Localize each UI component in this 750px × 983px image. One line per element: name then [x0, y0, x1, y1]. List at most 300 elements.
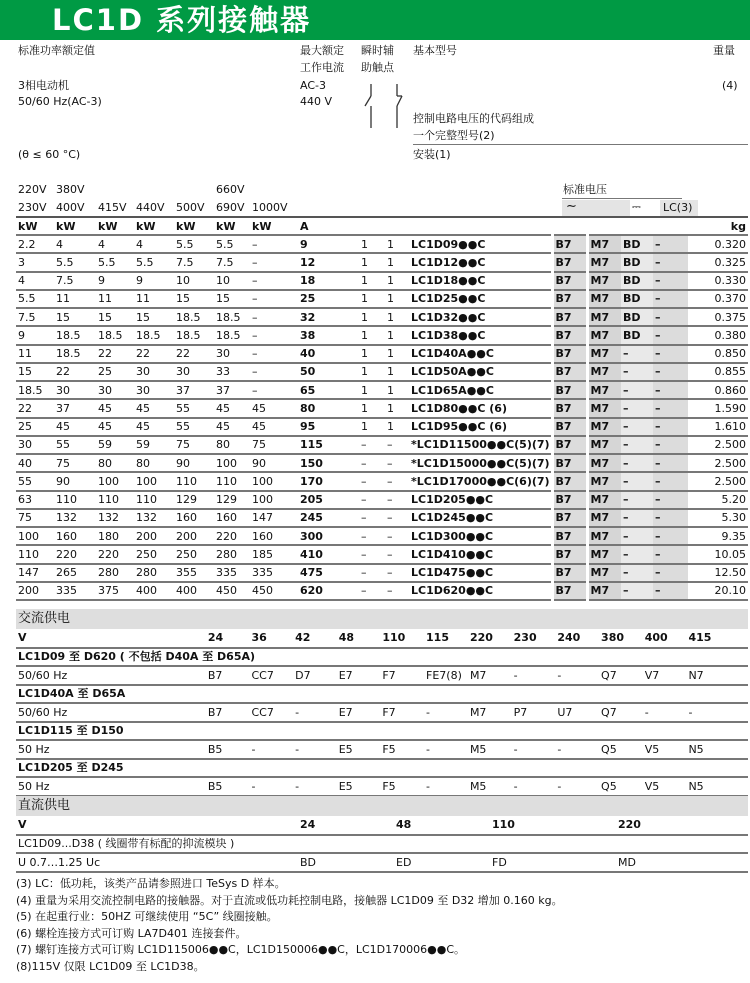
table-cell: 5.5 [174, 235, 214, 253]
table-cell: 38 [298, 326, 359, 344]
coil-code: - [424, 777, 468, 796]
v-220: 220V [18, 183, 47, 196]
dc-code-220: MD [616, 853, 748, 872]
coil-code: - [555, 740, 599, 759]
table-cell: B7 [552, 472, 587, 490]
coil-code: M5 [468, 740, 512, 759]
table-cell: 90 [174, 454, 214, 472]
table-cell: 280 [96, 564, 134, 582]
table-cell: 75 [16, 509, 54, 527]
table-cell: 12.50 [688, 564, 748, 582]
table-cell: 45 [250, 399, 298, 417]
table-cell: – [359, 527, 385, 545]
table-cell: 400 [134, 582, 174, 600]
table-cell: 11 [96, 290, 134, 308]
table-cell: 75 [250, 436, 298, 454]
unit-cell [409, 218, 552, 235]
table-cell: 0.855 [688, 363, 748, 381]
table-cell: 132 [54, 509, 96, 527]
table-cell: B7 [552, 272, 587, 290]
model-number: *LC1D15000●●C(5)(7) [409, 454, 552, 472]
table-cell: 45 [214, 399, 250, 417]
table-cell: 220 [214, 527, 250, 545]
table-cell: M7 [587, 509, 621, 527]
install-label: 安装(1) [413, 148, 451, 161]
ac-coil-table [16, 629, 748, 797]
coil-code: Q5 [599, 740, 643, 759]
model-number: LC1D300●●C [409, 527, 552, 545]
table-cell: 25 [298, 290, 359, 308]
table-cell: 160 [214, 509, 250, 527]
table-cell: 100 [250, 491, 298, 509]
coil-code: - [293, 777, 337, 796]
table-cell: 18.5 [174, 308, 214, 326]
model-number: LC1D50A●●C [409, 363, 552, 381]
table-cell: 30 [174, 363, 214, 381]
table-cell: 37 [174, 381, 214, 399]
table-cell: B7 [552, 363, 587, 381]
rated-power-title: 标准功率额定值 [18, 44, 95, 57]
table-cell: BD [621, 235, 653, 253]
coil-code: B5 [206, 777, 250, 796]
table-cell: M7 [587, 399, 621, 417]
table-cell: 40 [16, 454, 54, 472]
table-cell: – [621, 472, 653, 490]
table-cell: 335 [54, 582, 96, 600]
table-cell: 1 [359, 363, 385, 381]
table-cell: B7 [552, 545, 587, 563]
table-cell: 1 [359, 418, 385, 436]
table-cell: M7 [587, 491, 621, 509]
coil-code: CC7 [249, 703, 293, 722]
table-cell: – [653, 545, 688, 563]
table-cell: 1 [359, 399, 385, 417]
table-cell: 22 [174, 345, 214, 363]
model-number: LC1D25●●C [409, 290, 552, 308]
table-cell: M7 [587, 290, 621, 308]
unit-cell [587, 218, 621, 235]
table-cell: 265 [54, 564, 96, 582]
table-cell: – [621, 363, 653, 381]
ac-freq: 50 Hz [16, 740, 206, 759]
table-cell: 220 [96, 545, 134, 563]
table-cell: M7 [587, 345, 621, 363]
table-cell: 18.5 [214, 308, 250, 326]
table-cell: 55 [54, 436, 96, 454]
note-4: (4) 重量为采用交流控制电路的接触器。对于直流或低功耗控制电路，接触器 LC1D09 至 D32 增加 0.160 kg。 [16, 893, 563, 907]
coil-code: B7 [206, 666, 250, 685]
table-cell: 100 [214, 454, 250, 472]
table-cell: M7 [587, 235, 621, 253]
model-number: LC1D205●●C [409, 491, 552, 509]
table-cell: M7 [587, 308, 621, 326]
table-cell: 2.2 [16, 235, 54, 253]
model-number: LC1D12●●C [409, 253, 552, 271]
table-cell: 33 [214, 363, 250, 381]
dc-v-label: V [16, 816, 298, 835]
table-cell: 18.5 [134, 326, 174, 344]
table-cell: M7 [587, 582, 621, 600]
table-cell: – [250, 235, 298, 253]
table-cell: – [359, 545, 385, 563]
table-cell: 1 [359, 345, 385, 363]
table-cell: M7 [587, 527, 621, 545]
table-cell: B7 [552, 345, 587, 363]
unit-cell: kW [96, 218, 134, 235]
table-cell: 25 [96, 363, 134, 381]
table-cell: 335 [214, 564, 250, 582]
table-cell: B7 [552, 290, 587, 308]
table-cell: 110 [134, 491, 174, 509]
table-cell: 18.5 [96, 326, 134, 344]
coil-code: B7 [206, 703, 250, 722]
dc-symbol-icon: ⎓ [632, 200, 641, 213]
table-cell: B7 [552, 418, 587, 436]
model-number: LC1D65A●●C [409, 381, 552, 399]
table-cell: 375 [96, 582, 134, 600]
table-cell: 0.850 [688, 345, 748, 363]
ac-voltage: 42 [293, 629, 337, 648]
v-415: 415V [98, 201, 127, 214]
table-cell: 45 [250, 418, 298, 436]
table-cell: M7 [587, 326, 621, 344]
table-cell: 5.5 [16, 290, 54, 308]
control-code-line2: 一个完整型号(2) [413, 129, 495, 142]
table-cell: 22 [54, 363, 96, 381]
table-cell: – [653, 582, 688, 600]
ac-code-row [16, 666, 748, 685]
model-number: LC1D32●●C [409, 308, 552, 326]
table-cell: 15 [174, 290, 214, 308]
table-cell: 620 [298, 582, 359, 600]
table-cell: 12 [298, 253, 359, 271]
table-cell: 9.35 [688, 527, 748, 545]
coil-code: - [686, 703, 746, 722]
ac-freq: 50 Hz [16, 777, 206, 796]
ac-symbol-icon: ∼ [566, 199, 577, 214]
table-row [16, 582, 748, 600]
table-cell: – [385, 564, 409, 582]
table-cell: 30 [214, 345, 250, 363]
coil-code: - [424, 703, 468, 722]
unit-cell: A [298, 218, 359, 235]
table-cell: M7 [587, 381, 621, 399]
table-row [16, 509, 748, 527]
table-cell: – [621, 454, 653, 472]
table-cell: 1 [385, 253, 409, 271]
table-cell: BD [621, 308, 653, 326]
control-code-line1: 控制电路电压的代码组成 [413, 112, 534, 125]
table-cell: 80 [214, 436, 250, 454]
table-cell: 18.5 [16, 381, 54, 399]
table-cell: 1.590 [688, 399, 748, 417]
table-cell: – [359, 436, 385, 454]
v-660: 660V [216, 183, 245, 196]
table-cell: – [653, 253, 688, 271]
table-cell: 1 [359, 272, 385, 290]
table-cell: 37 [214, 381, 250, 399]
dc-code-110: FD [490, 853, 616, 872]
table-cell: 1 [385, 326, 409, 344]
table-cell: 50 [298, 363, 359, 381]
table-cell: 18.5 [54, 326, 96, 344]
table-cell: 11 [16, 345, 54, 363]
dc-range: U 0.7…1.25 Uc [16, 853, 298, 872]
table-cell: M7 [587, 436, 621, 454]
table-cell: – [653, 308, 688, 326]
coil-code: F5 [380, 740, 424, 759]
table-row [16, 545, 748, 563]
table-cell: 1 [385, 290, 409, 308]
ac-group-name: LC1D115 至 D150 [16, 722, 748, 741]
table-cell: 59 [96, 436, 134, 454]
table-cell: – [653, 272, 688, 290]
table-cell: 7.5 [54, 272, 96, 290]
table-cell: 45 [54, 418, 96, 436]
table-cell: 5.5 [96, 253, 134, 271]
table-cell: 110 [214, 472, 250, 490]
ac-voltage: 115 [424, 629, 468, 648]
table-cell: 30 [16, 436, 54, 454]
table-cell: 2.500 [688, 436, 748, 454]
unit-cell [621, 218, 653, 235]
table-cell: 180 [96, 527, 134, 545]
coil-code: M7 [468, 666, 512, 685]
model-number: LC1D18●●C [409, 272, 552, 290]
table-cell: 200 [16, 582, 54, 600]
table-cell: 80 [134, 454, 174, 472]
table-cell: 100 [134, 472, 174, 490]
table-cell: 147 [16, 564, 54, 582]
table-cell: B7 [552, 509, 587, 527]
ac3-label: AC-3 [300, 79, 326, 92]
coil-code: - [293, 740, 337, 759]
table-cell: 10 [174, 272, 214, 290]
rating-table [16, 218, 748, 601]
table-cell: 100 [16, 527, 54, 545]
table-cell: 1 [385, 399, 409, 417]
table-cell: 170 [298, 472, 359, 490]
table-cell: BD [621, 290, 653, 308]
table-cell: 1 [359, 381, 385, 399]
table-cell: 160 [174, 509, 214, 527]
table-cell: – [621, 436, 653, 454]
model-number: LC1D245●●C [409, 509, 552, 527]
table-cell: BD [621, 253, 653, 271]
table-cell: 0.860 [688, 381, 748, 399]
ac-voltage: 415 [686, 629, 746, 648]
table-cell: 280 [214, 545, 250, 563]
table-cell: – [653, 326, 688, 344]
table-cell: B7 [552, 454, 587, 472]
table-cell: 22 [134, 345, 174, 363]
table-cell: 0.330 [688, 272, 748, 290]
coil-code: V5 [643, 740, 687, 759]
table-cell: – [250, 308, 298, 326]
table-cell: BD [621, 326, 653, 344]
temp-note: (θ ≤ 60 °C) [18, 148, 81, 161]
model-number: LC1D40A●●C [409, 345, 552, 363]
table-cell: 10.05 [688, 545, 748, 563]
table-cell: 3 [16, 253, 54, 271]
coil-code: M7 [468, 703, 512, 722]
table-cell: M7 [587, 472, 621, 490]
table-cell: – [653, 454, 688, 472]
ac-code-row [16, 740, 748, 759]
max-current-line1: 最大额定 [300, 44, 344, 57]
dc-coil-table [16, 816, 748, 873]
table-cell: 55 [16, 472, 54, 490]
contact-symbol-icon [360, 82, 410, 132]
table-cell: – [385, 509, 409, 527]
table-cell: 45 [96, 399, 134, 417]
table-cell: – [621, 381, 653, 399]
coil-code: P7 [512, 703, 556, 722]
table-cell: 1.610 [688, 418, 748, 436]
table-cell: 300 [298, 527, 359, 545]
ac-voltage: 220 [468, 629, 512, 648]
table-cell: 32 [298, 308, 359, 326]
table-row [16, 381, 748, 399]
coil-code: - [249, 740, 293, 759]
table-cell: 45 [134, 399, 174, 417]
table-cell: – [653, 472, 688, 490]
table-cell: B7 [552, 436, 587, 454]
note-7: (7) 螺钉连接方式可订购 LC1D115006●●C，LC1D150006●●C，LC1D170006●●C。 [16, 943, 466, 956]
unit-cell [359, 218, 385, 235]
title-banner [0, 0, 750, 40]
unit-cell [653, 218, 688, 235]
table-cell: 250 [174, 545, 214, 563]
table-cell: 355 [174, 564, 214, 582]
coil-code: - [555, 777, 599, 796]
table-cell: 5.5 [134, 253, 174, 271]
dc-v-220: 220 [616, 816, 748, 835]
table-cell: 2.500 [688, 472, 748, 490]
coil-code: - [512, 666, 556, 685]
table-cell: B7 [552, 399, 587, 417]
table-cell: – [385, 436, 409, 454]
table-row [16, 363, 748, 381]
weight-title: 重量 [713, 44, 735, 57]
table-cell: 11 [134, 290, 174, 308]
dc-code-48: ED [394, 853, 490, 872]
table-cell: – [385, 454, 409, 472]
table-cell: 9 [16, 326, 54, 344]
table-cell: – [621, 545, 653, 563]
table-cell: 185 [250, 545, 298, 563]
model-number: LC1D410●●C [409, 545, 552, 563]
table-cell: 0.380 [688, 326, 748, 344]
table-row [16, 436, 748, 454]
table-cell: 0.320 [688, 235, 748, 253]
table-cell: – [621, 564, 653, 582]
table-cell: 132 [96, 509, 134, 527]
table-cell: 75 [174, 436, 214, 454]
ac-group-row [16, 759, 748, 778]
table-cell: – [250, 345, 298, 363]
model-number: LC1D475●●C [409, 564, 552, 582]
unit-cell: kW [54, 218, 96, 235]
coil-code: E5 [337, 777, 381, 796]
table-cell: – [621, 582, 653, 600]
table-cell: 7.5 [16, 308, 54, 326]
units-row [16, 218, 748, 235]
table-cell: 45 [134, 418, 174, 436]
coil-code: - [249, 777, 293, 796]
table-cell: B7 [552, 253, 587, 271]
table-cell: 280 [134, 564, 174, 582]
table-cell: 11 [54, 290, 96, 308]
motor-line1: 3相电动机 [18, 79, 69, 92]
ac-group-row [16, 722, 748, 741]
table-cell: – [653, 235, 688, 253]
table-cell: 245 [298, 509, 359, 527]
table-cell: 7.5 [174, 253, 214, 271]
ac-group-row [16, 648, 748, 667]
table-cell: – [250, 253, 298, 271]
table-cell: 100 [250, 472, 298, 490]
table-cell: 147 [250, 509, 298, 527]
table-cell: 45 [96, 418, 134, 436]
table-row [16, 253, 748, 271]
table-cell: – [359, 472, 385, 490]
table-cell: 18.5 [54, 345, 96, 363]
table-cell: – [653, 527, 688, 545]
model-number: LC1D38●●C [409, 326, 552, 344]
table-cell: – [621, 491, 653, 509]
table-cell: M7 [587, 363, 621, 381]
table-cell: 0.370 [688, 290, 748, 308]
table-cell: 1 [385, 381, 409, 399]
coil-code: V5 [643, 777, 687, 796]
coil-code: B5 [206, 740, 250, 759]
ac-voltage: 400 [643, 629, 687, 648]
table-cell: 63 [16, 491, 54, 509]
table-cell: – [653, 491, 688, 509]
table-cell: 25 [16, 418, 54, 436]
table-row [16, 235, 748, 253]
table-cell: 80 [298, 399, 359, 417]
table-cell: 410 [298, 545, 359, 563]
table-cell: 18 [298, 272, 359, 290]
page-title: LC1D 系列接触器 [52, 3, 312, 37]
table-cell: – [653, 363, 688, 381]
lc3-label: LC(3) [663, 201, 693, 214]
ac-voltage: 36 [249, 629, 293, 648]
table-row [16, 399, 748, 417]
table-cell: 22 [16, 399, 54, 417]
unit-cell: kW [16, 218, 54, 235]
table-row [16, 418, 748, 436]
note-6: (6) 螺栓连接方式可订购 LA7D401 连接套件。 [16, 926, 247, 940]
table-cell: – [385, 472, 409, 490]
coil-code: Q7 [599, 666, 643, 685]
coil-code: CC7 [249, 666, 293, 685]
table-cell: 1 [359, 235, 385, 253]
unit-cell: kW [134, 218, 174, 235]
table-cell: B7 [552, 381, 587, 399]
table-cell: 129 [174, 491, 214, 509]
coil-code: F5 [380, 777, 424, 796]
table-cell: B7 [552, 527, 587, 545]
table-cell: 10 [214, 272, 250, 290]
table-row [16, 326, 748, 344]
coil-code: V7 [643, 666, 687, 685]
table-row [16, 472, 748, 490]
table-cell: 475 [298, 564, 359, 582]
table-cell: 335 [250, 564, 298, 582]
